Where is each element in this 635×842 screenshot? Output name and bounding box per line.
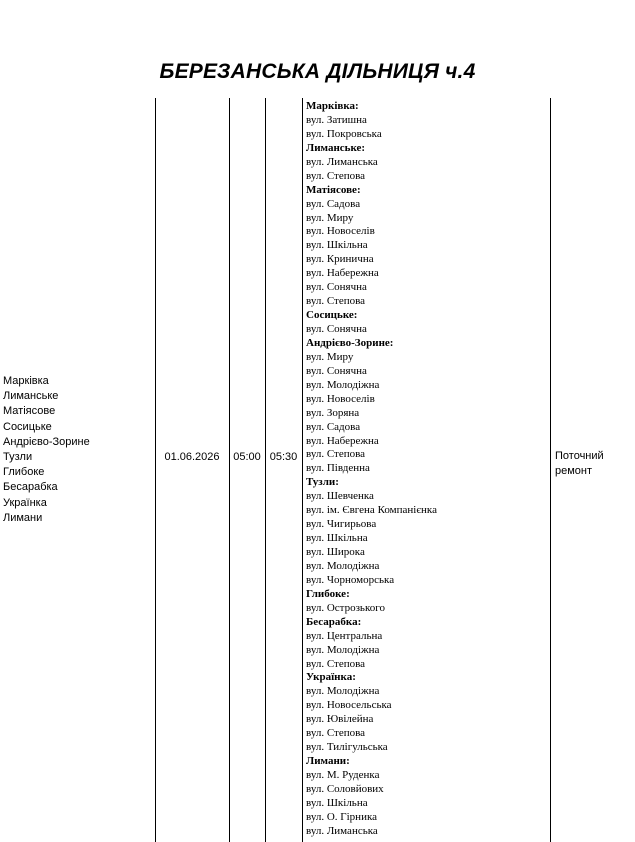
group-heading: Марківка: [306,100,359,112]
street-item: вул. Степова [306,295,366,308]
group-heading: Бесарабка: [306,615,362,628]
street-item: вул. Шкільна [306,532,368,545]
time-end: 05:30 [269,451,298,463]
group-heading: Сосицьке: [306,309,358,322]
column-divider [229,98,230,842]
street-item: вул. Садова [306,197,361,210]
street-item: вул. Степова [306,657,366,670]
group-heading: Глибоке: [306,587,350,600]
time-start: 05:00 [233,451,261,463]
settlement-item: Марківка [3,375,49,387]
group-heading: Українка: [306,671,356,684]
street-item: вул. Покровська [306,127,382,140]
street-item: вул. ім. Євгена Компанієнка [306,504,437,517]
street-item: вул. Новоселів [306,225,375,238]
group-heading: Лимани: [306,755,350,768]
outage-date: 01.06.2026 [164,451,220,463]
street-item: вул. Широка [306,546,365,558]
street-item: вул. Набережна [306,267,379,280]
street-item: вул. Новоселів [306,392,375,405]
settlement-item: Бесарабка [3,481,58,494]
street-item: вул. Ювілейна [306,713,374,726]
street-item: вул. Садова [306,420,361,433]
settlement-item: Матіясове [3,405,56,418]
street-item: вул. Степова [306,727,366,740]
settlement-item: Тузли [3,451,33,464]
street-item: вул. Кринична [306,253,374,266]
settlements-list [3,374,90,526]
street-item: вул. Молодіжна [306,559,380,572]
settlement-item: Лиманське [3,390,59,403]
street-item: вул. Миру [306,211,354,224]
street-item: вул. Острозького [306,601,385,614]
street-item: вул. Новосельська [306,699,392,712]
streets-list [306,100,550,839]
column-divider [155,98,156,842]
street-item: вул. Лиманська [306,824,378,837]
group-heading: Тузли: [306,476,339,489]
street-item: вул. Сонячна [306,281,367,294]
group-heading: Андрієво-Зорине: [306,336,394,349]
street-item: вул. Миру [306,350,354,363]
page-title: БЕРЕЗАНСЬКА ДІЛЬНИЦЯ ч.4 [159,60,476,83]
street-item: вул. Лиманська [306,155,378,168]
reason-note [555,449,625,479]
column-divider [265,98,266,842]
street-item: вул. Чорноморська [306,573,395,586]
street-item: вул. Молодіжна [306,685,380,698]
street-item: вул. Набережна [306,434,379,447]
settlement-item: Андрієво-Зорине [3,435,90,448]
street-item: вул. Затишна [306,113,367,126]
street-item: вул. Чигирьова [306,518,377,531]
street-item: вул. Соловйових [306,782,384,795]
reason-note-line: Поточний [555,450,604,462]
street-item: вул. Молодіжна [306,378,380,391]
street-item: вул. М. Руденка [306,769,380,781]
settlement-item: Українка [3,496,47,509]
settlement-item: Глибоке [3,466,45,479]
street-item: вул. Зоряна [306,406,360,419]
group-heading: Матіясове: [306,183,361,196]
street-item: вул. Шевченка [306,490,374,503]
street-item: вул. Сонячна [306,323,367,335]
street-item: вул. О. Гірника [306,810,378,823]
column-divider [302,98,303,842]
settlement-item: Сосицьке [3,420,52,433]
street-item: вул. Тилігульська [306,741,388,754]
street-item: вул. Молодіжна [306,643,380,656]
column-divider [550,98,551,842]
settlement-item: Лимани [3,511,43,524]
street-item: вул. Степова [306,448,366,461]
street-item: вул. Шкільна [306,239,368,252]
street-item: вул. Центральна [306,629,383,642]
street-item: вул. Сонячна [306,364,367,377]
street-item: вул. Степова [306,169,366,182]
group-heading: Лиманське: [306,141,366,154]
reason-note-line: ремонт [555,465,593,478]
street-item: вул. Південна [306,462,370,475]
street-item: вул. Шкільна [306,796,368,809]
